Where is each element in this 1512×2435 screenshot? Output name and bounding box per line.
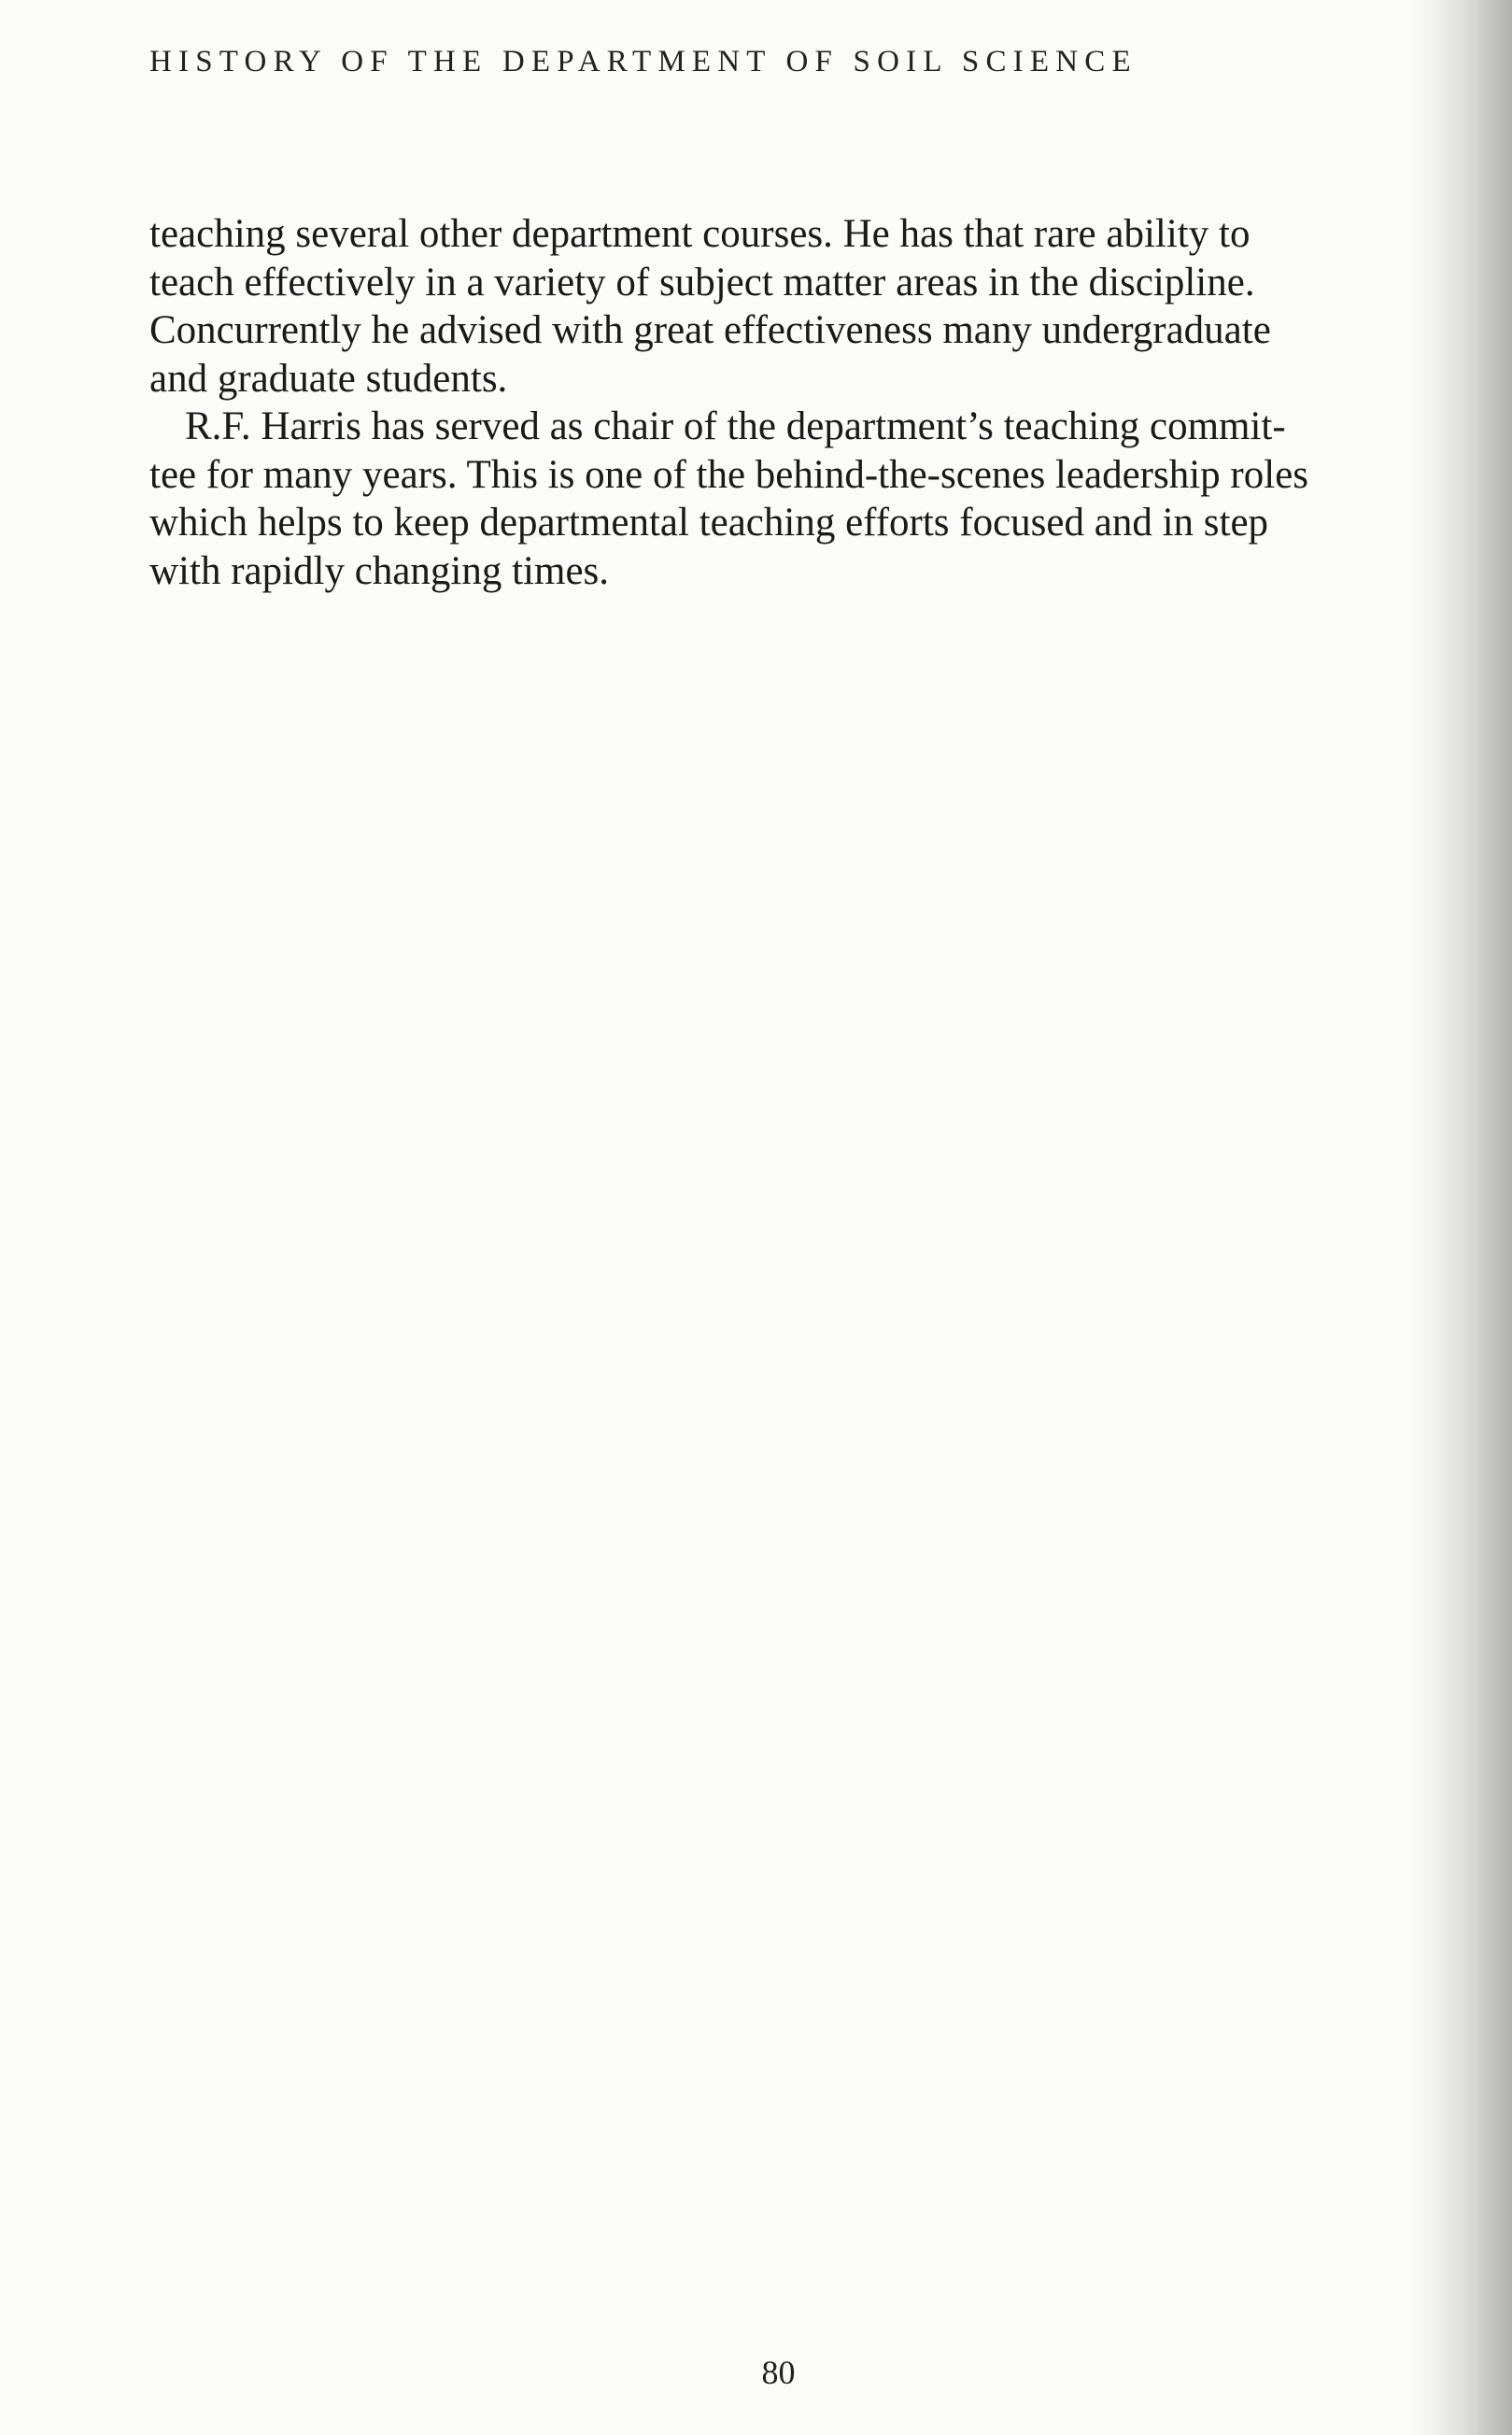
text-line: Concurrently he advised with great effectiveness many undergraduate <box>149 308 1271 352</box>
scan-gutter-shadow <box>1409 0 1512 2435</box>
paragraph-2 <box>149 403 1401 595</box>
body-text <box>149 210 1401 595</box>
running-head: HISTORY OF THE DEPARTMENT OF SOIL SCIENCE <box>149 45 1138 78</box>
text-line: tee for many years. This is one of the behind-the-scenes leadership roles <box>149 452 1309 497</box>
page-number: 80 <box>761 2354 796 2391</box>
text-line: teach effectively in a variety of subject matter areas in the discipline. <box>149 260 1255 304</box>
paragraph-1 <box>149 210 1401 403</box>
text-line: with rapidly changing times. <box>149 548 610 593</box>
text-line: teaching several other department courses. He has that rare ability to <box>149 212 1251 256</box>
text-line: which helps to keep departmental teaching efforts focused and in step <box>149 501 1269 545</box>
text-line: and graduate students. <box>149 356 508 401</box>
page-number-area <box>0 2354 1512 2435</box>
text-line: R.F. Harris has served as chair of the department’s teaching commit- <box>185 404 1286 448</box>
